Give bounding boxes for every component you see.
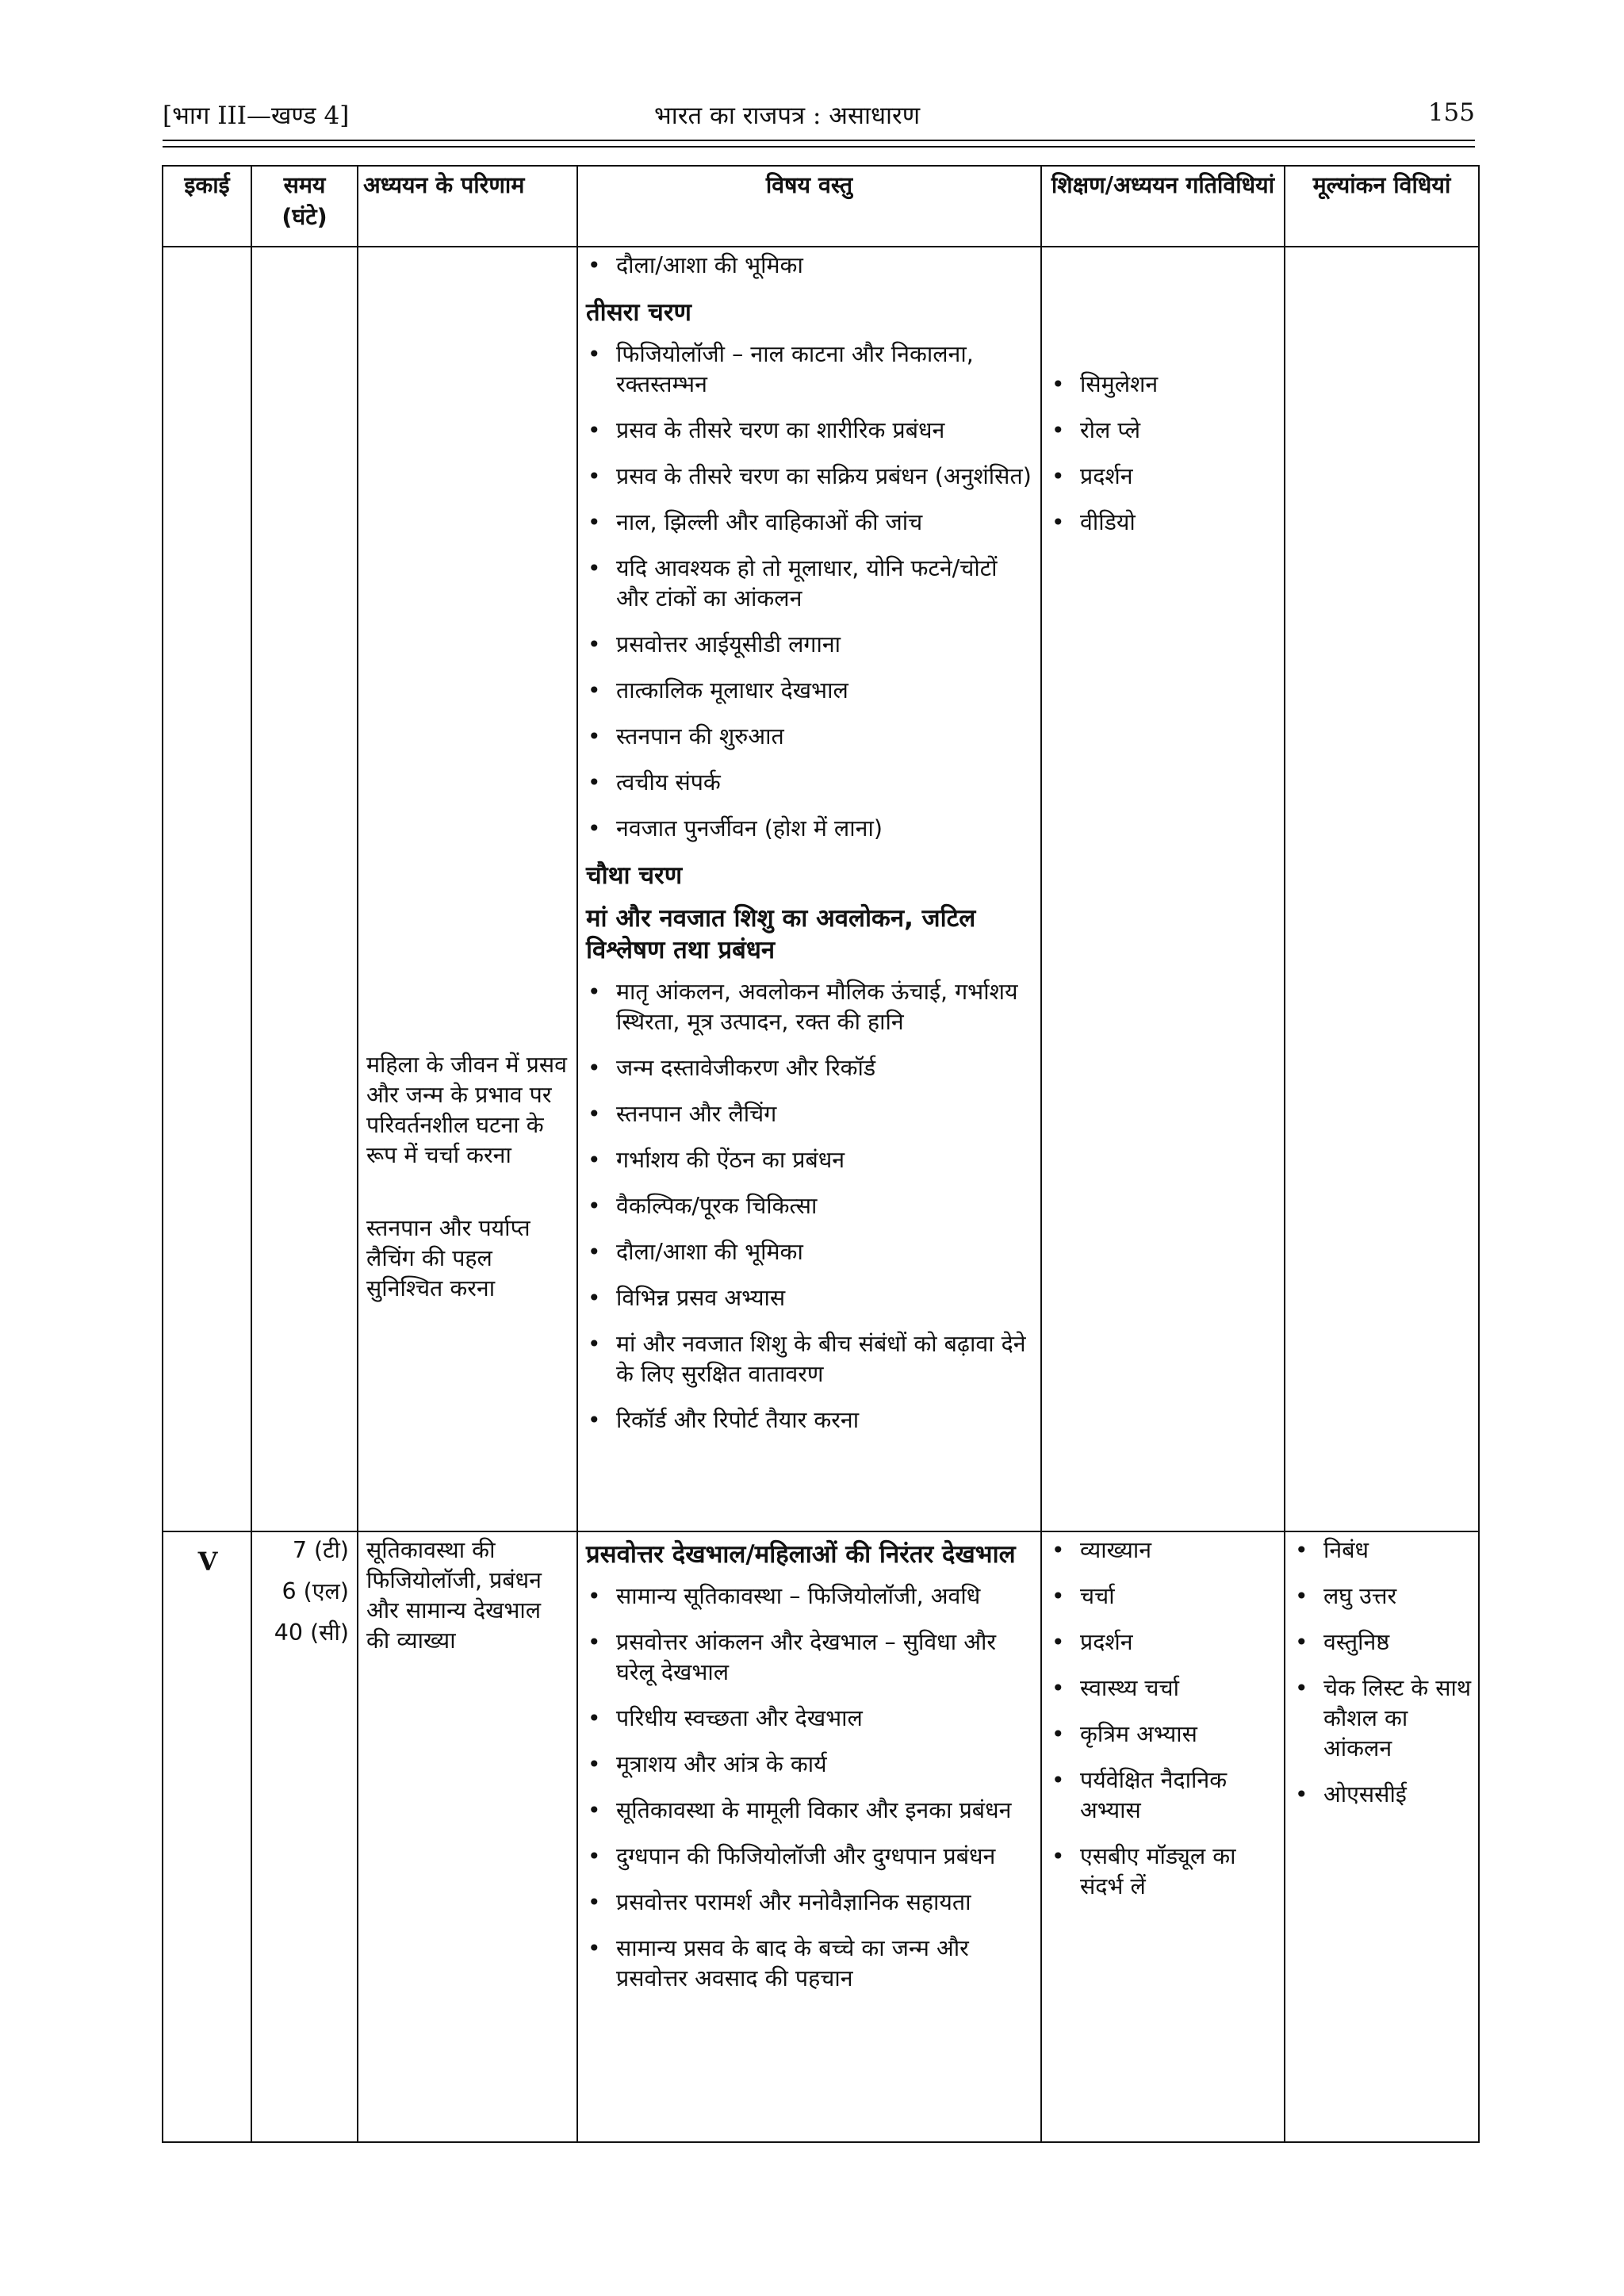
outcome-text: स्तनपान और पर्याप्त लैचिंग की पहल सुनिश्चित करना bbox=[366, 1215, 530, 1301]
section-heading: प्रसवोत्तर देखभाल/महिलाओं की निरंतर देखभाल bbox=[586, 1540, 1016, 1569]
list-item: • ओएससीई bbox=[1293, 1780, 1472, 1810]
assessment-cell bbox=[1285, 247, 1479, 1531]
list-item: • स्तनपान और लैचिंग bbox=[586, 1099, 1034, 1129]
list-item: • नाल, झिल्ली और वाहिकाओं की जांच bbox=[586, 508, 1034, 538]
list-item: • स्तनपान की शुरुआत bbox=[586, 722, 1034, 752]
list-item: • सामान्य सूतिकावस्था – फिजियोलॉजी, अवधि bbox=[586, 1581, 1034, 1612]
page-number: 155 bbox=[1427, 98, 1475, 127]
list-item: • रिकॉर्ड और रिपोर्ट तैयार करना bbox=[586, 1405, 1034, 1435]
list-item: • प्रसव के तीसरे चरण का शारीरिक प्रबंधन bbox=[586, 416, 1034, 446]
assessment-list bbox=[1293, 1535, 1472, 1810]
list-item: • दौला/आशा की भूमिका bbox=[586, 251, 1034, 281]
col-header-content: विषय वस्तु bbox=[577, 166, 1041, 247]
list-item: • निबंध bbox=[1293, 1535, 1472, 1566]
outcome-text: सूतिकावस्था की फिजियोलॉजी, प्रबंधन और सामान्य देखभाल की व्याख्या bbox=[366, 1537, 542, 1654]
list-item: • वैकल्पिक/पूरक चिकित्सा bbox=[586, 1191, 1034, 1221]
header-section: [भाग III—खण्ड 4] bbox=[163, 102, 350, 130]
col-header-assessment: मूल्यांकन विधियां bbox=[1285, 166, 1479, 247]
table-header-row bbox=[163, 166, 1479, 247]
list-item: • सामान्य प्रसव के बाद के बच्चे का जन्म और प्रसवोत्तर अवसाद की पहचान bbox=[586, 1934, 1034, 1994]
list-item: • वस्तुनिष्ठ bbox=[1293, 1627, 1472, 1658]
col-header-time: समय (घंटे) bbox=[251, 166, 358, 247]
time-clinical: 40 (सी) bbox=[274, 1619, 349, 1646]
list-item: • कृत्रिम अभ्यास bbox=[1050, 1719, 1277, 1750]
time-cell bbox=[251, 247, 358, 1531]
list-item: • चर्चा bbox=[1050, 1581, 1277, 1612]
list-item: • विभिन्न प्रसव अभ्यास bbox=[586, 1283, 1034, 1313]
outcome-text: महिला के जीवन में प्रसव और जन्म के प्रभाव पर परिवर्तनशील घटना के रूप में चर्चा करना bbox=[366, 1052, 567, 1168]
assessment-cell bbox=[1285, 1531, 1479, 2142]
content-list bbox=[586, 1581, 1034, 1994]
list-item: • यदि आवश्यक हो तो मूलाधार, योनि फटने/चोटों और टांकों का आंकलन bbox=[586, 554, 1034, 614]
list-item: • प्रसव के तीसरे चरण का सक्रिय प्रबंधन (अनुशंसित) bbox=[586, 462, 1034, 492]
content-cell bbox=[577, 1531, 1041, 2142]
list-item: • नवजात पुनर्जीवन (होश में लाना) bbox=[586, 814, 1034, 844]
time-lab: 6 (एल) bbox=[282, 1578, 349, 1604]
header-rule bbox=[163, 140, 1475, 141]
list-item: • प्रदर्शन bbox=[1050, 462, 1277, 492]
list-item: • चेक लिस्ट के साथ कौशल का आंकलन bbox=[1293, 1673, 1472, 1764]
col-header-activities: शिक्षण/अध्ययन गतिविधियां bbox=[1041, 166, 1285, 247]
stage3-list bbox=[586, 339, 1034, 844]
list-item: • प्रसवोत्तर आईयूसीडी लगाना bbox=[586, 630, 1034, 660]
section-heading: चौथा चरण bbox=[586, 861, 683, 890]
list-item: • दुग्धपान की फिजियोलॉजी और दुग्धपान प्रबंधन bbox=[586, 1842, 1034, 1872]
list-item: • मातृ आंकलन, अवलोकन मौलिक ऊंचाई, गर्भाशय स्थिरता, मूत्र उत्पादन, रक्त की हानि bbox=[586, 977, 1034, 1037]
time-cell bbox=[251, 1531, 358, 2142]
header-rule-double bbox=[163, 146, 1475, 148]
col-header-outcomes: अध्ययन के परिणाम bbox=[358, 166, 577, 247]
list-item: • प्रसवोत्तर परामर्श और मनोवैज्ञानिक सहायता bbox=[586, 1888, 1034, 1918]
list-item: • सूतिकावस्था के मामूली विकार और इनका प्रबंधन bbox=[586, 1796, 1034, 1826]
activities-cell bbox=[1041, 247, 1285, 1531]
list-item: • दौला/आशा की भूमिका bbox=[586, 1237, 1034, 1267]
list-item: • स्वास्थ्य चर्चा bbox=[1050, 1673, 1277, 1704]
curriculum-table bbox=[162, 165, 1480, 2143]
page-header bbox=[163, 98, 1475, 130]
list-item: • त्वचीय संपर्क bbox=[586, 768, 1034, 798]
activities-list bbox=[1050, 1535, 1277, 1902]
list-item: • वीडियो bbox=[1050, 508, 1277, 538]
time-theory: 7 (टी) bbox=[292, 1537, 349, 1563]
table-row bbox=[163, 1531, 1479, 2142]
outcomes-cell bbox=[358, 1531, 577, 2142]
list-item: • एसबीए मॉड्यूल का संदर्भ लें bbox=[1050, 1842, 1277, 1902]
list-item: • रोल प्ले bbox=[1050, 416, 1277, 446]
unit-cell bbox=[163, 247, 251, 1531]
list-item: • पर्यवेक्षित नैदानिक अभ्यास bbox=[1050, 1765, 1277, 1826]
list-item: • गर्भाशय की ऐंठन का प्रबंधन bbox=[586, 1145, 1034, 1175]
stage4-list bbox=[586, 977, 1034, 1435]
col-header-unit: इकाई bbox=[163, 166, 251, 247]
activities-cell bbox=[1041, 1531, 1285, 2142]
content-list bbox=[586, 251, 1034, 281]
list-item: • सिमुलेशन bbox=[1050, 370, 1277, 400]
list-item: • मूत्राशय और आंत्र के कार्य bbox=[586, 1750, 1034, 1780]
list-item: • तात्कालिक मूलाधार देखभाल bbox=[586, 676, 1034, 706]
list-item: • जन्म दस्तावेजीकरण और रिकॉर्ड bbox=[586, 1053, 1034, 1083]
list-item: • प्रसवोत्तर आंकलन और देखभाल – सुविधा और घरेलू देखभाल bbox=[586, 1627, 1034, 1688]
unit-number: V bbox=[163, 1531, 251, 2142]
header-title: भारत का राजपत्र : असाधारण bbox=[654, 102, 921, 130]
list-item: • लघु उत्तर bbox=[1293, 1581, 1472, 1612]
activities-list bbox=[1050, 370, 1277, 538]
list-item: • मां और नवजात शिशु के बीच संबंधों को बढ़ावा देने के लिए सुरक्षित वातावरण bbox=[586, 1329, 1034, 1389]
list-item: • प्रदर्शन bbox=[1050, 1627, 1277, 1658]
content-cell bbox=[577, 247, 1041, 1531]
list-item: • परिधीय स्वच्छता और देखभाल bbox=[586, 1704, 1034, 1734]
outcomes-cell bbox=[358, 247, 577, 1531]
list-item: • फिजियोलॉजी – नाल काटना और निकालना, रक्तस्तम्भन bbox=[586, 339, 1034, 400]
section-heading: तीसरा चरण bbox=[586, 298, 691, 327]
list-item: • व्याख्यान bbox=[1050, 1535, 1277, 1566]
table-row bbox=[163, 247, 1479, 1531]
section-subheading: मां और नवजात शिशु का अवलोकन, जटिल विश्लेषण तथा प्रबंधन bbox=[586, 904, 976, 964]
